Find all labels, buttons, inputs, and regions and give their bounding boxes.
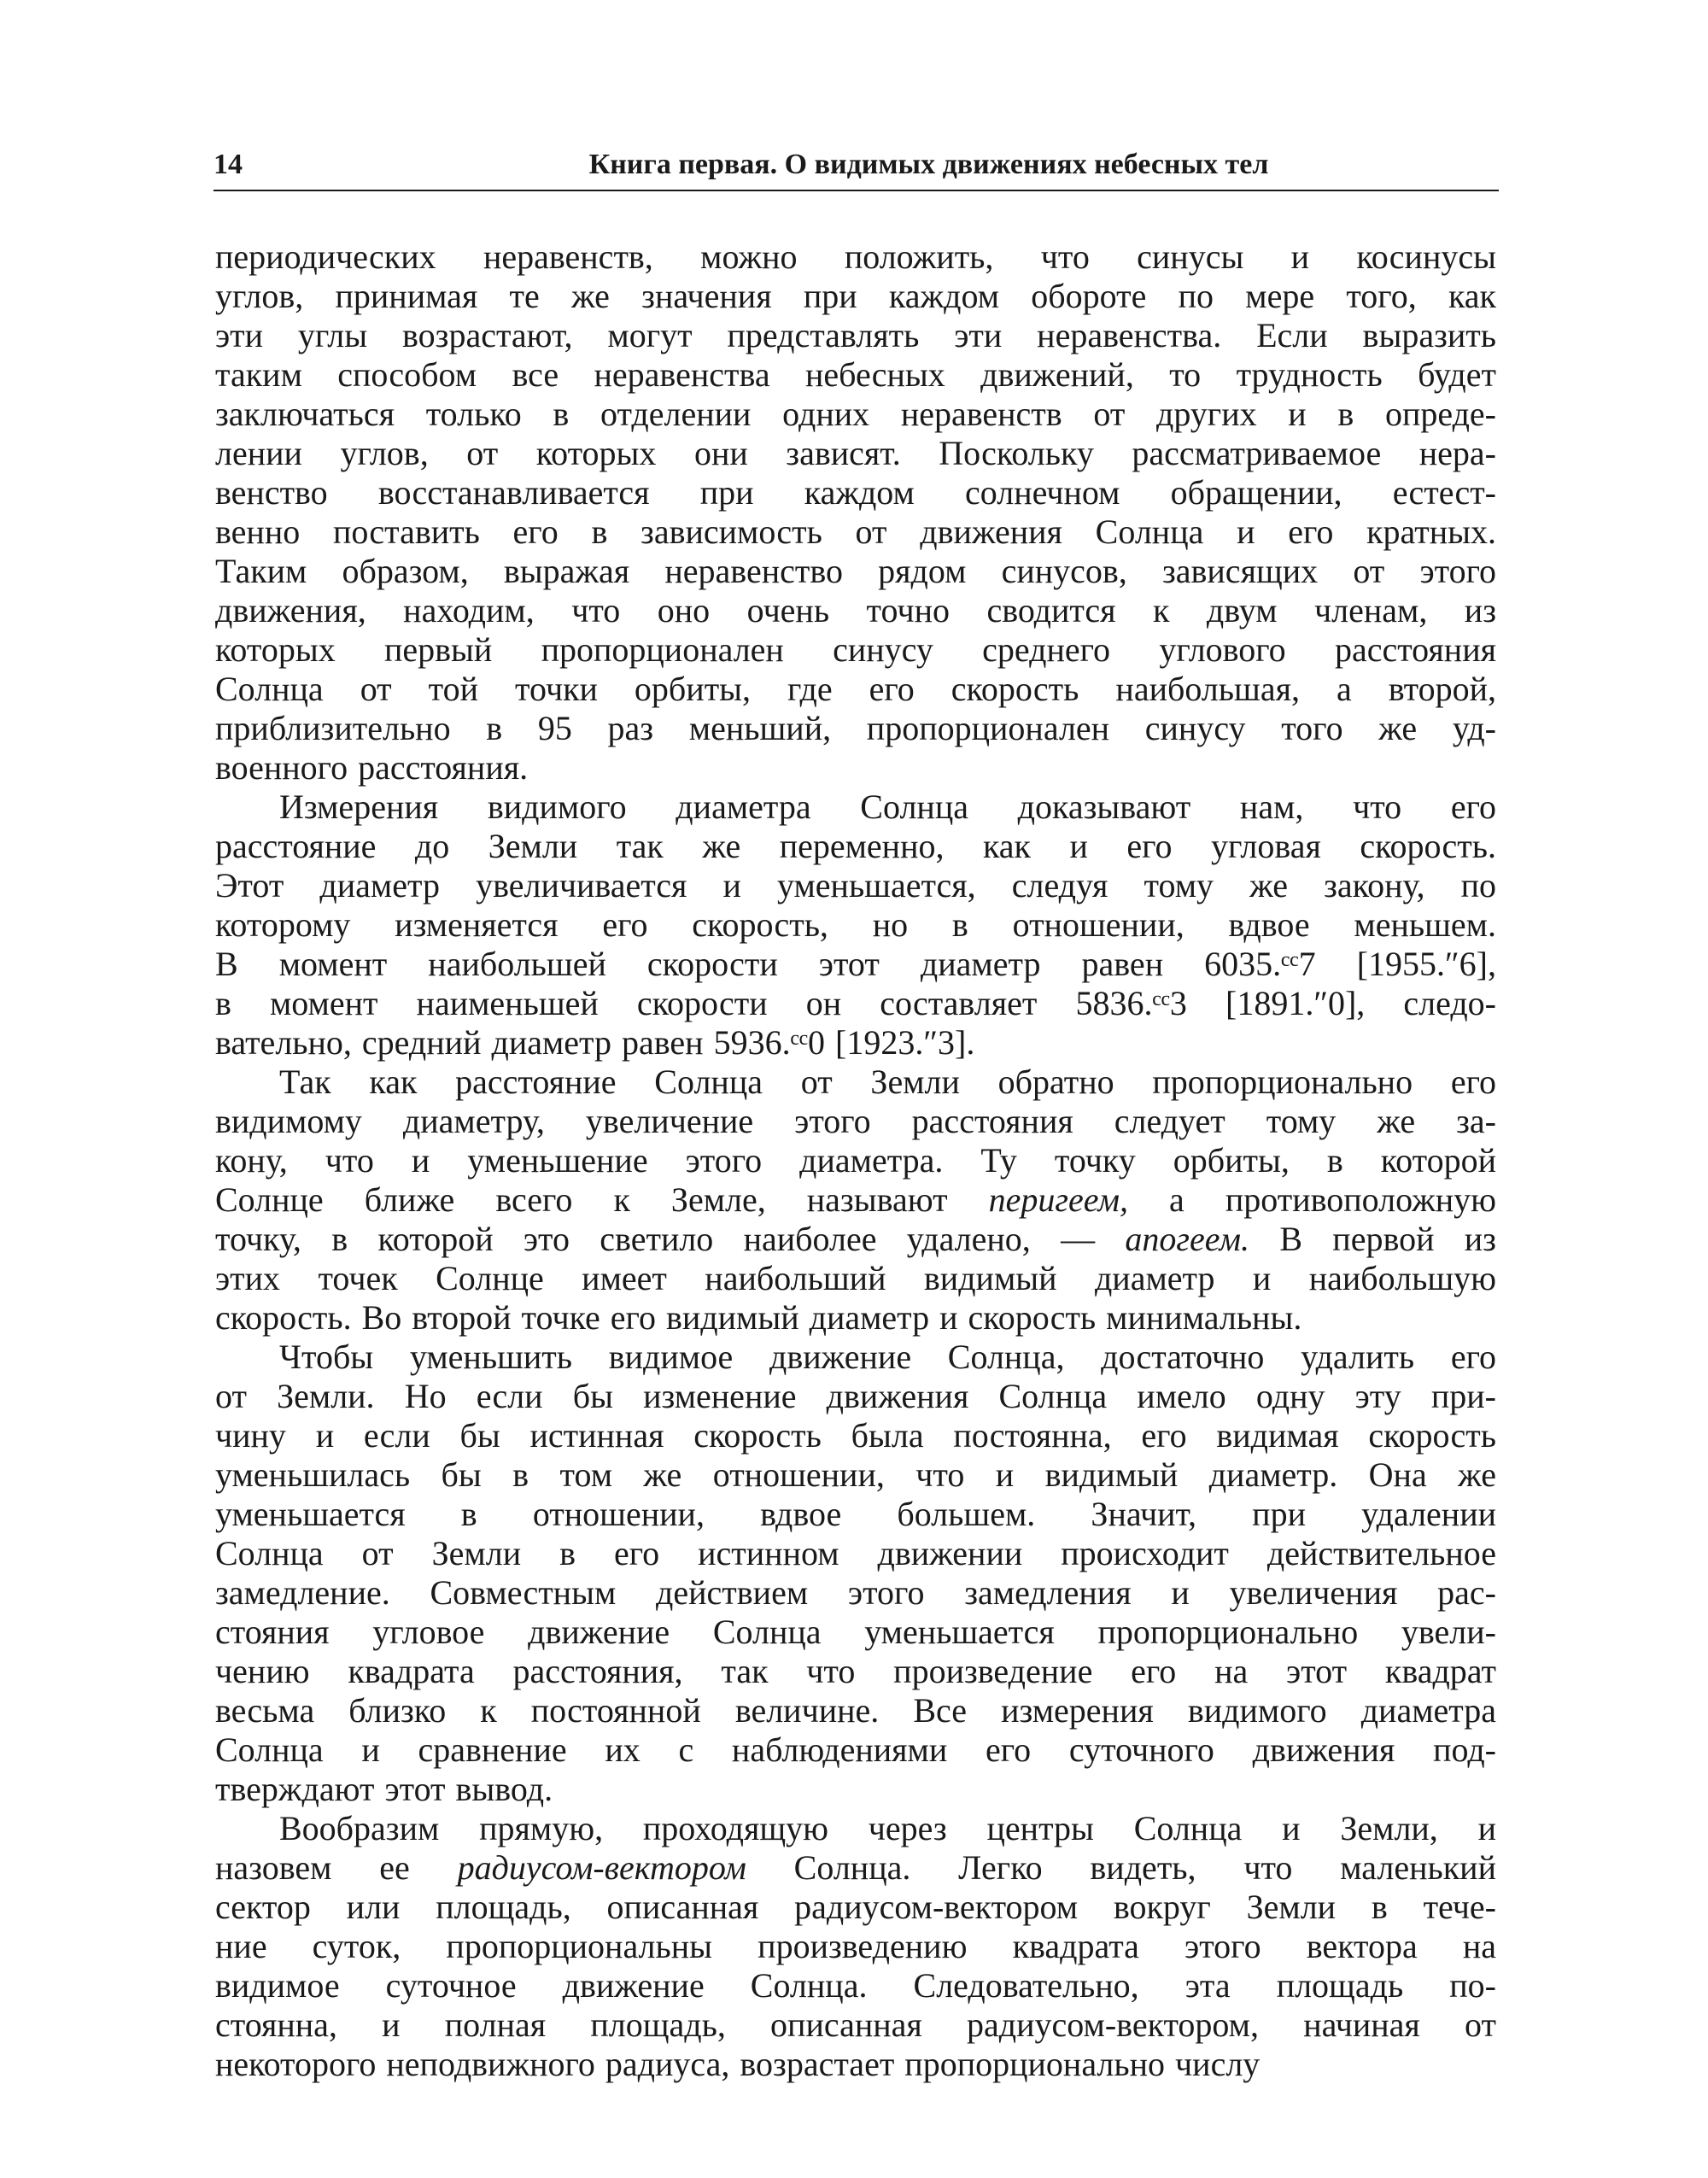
paragraph (215, 1063, 1496, 1338)
text-line: заключаться только в отделении одних неравенств от других и в опреде- (215, 395, 1496, 433)
running-head (214, 143, 1499, 186)
text-line: уменьшилась бы в том же отношении, что и видимый диаметр. Она же (215, 1455, 1496, 1494)
page-number: 14 (214, 149, 243, 180)
text-line: весьма близко к постоянной величине. Все измерения видимого диаметра (215, 1691, 1496, 1730)
italic-term: радиусом-вектором (457, 1848, 746, 1887)
text-line: Солнца от Земли в его истинном движении происходит действительное (215, 1534, 1496, 1572)
text-line: чению квадрата расстояния, так что произведение его на этот квадрат (215, 1652, 1496, 1690)
text-line: Солнце ближе всего к Земле, называют перигеем, а противоположную (215, 1180, 1496, 1219)
text-line: приблизительно в 95 раз меньший, пропорционален синусу того же уд- (215, 709, 1496, 747)
italic-term: апогеем. (1125, 1220, 1250, 1258)
text-line: вательно, средний диаметр равен 5936.ᶜᶜ0 [1923.″3]. (215, 1023, 975, 1062)
text-line: Этот диаметр увеличивается и уменьшается, следуя тому же закону, по (215, 866, 1496, 905)
text-line: Так как расстояние Солнца от Земли обратно пропорционально его (279, 1063, 1496, 1101)
text-line: периодических неравенств, можно положить, что синусы и косинусы (215, 237, 1496, 276)
text-line: Солнца от той точки орбиты, где его скорость наибольшая, а второй, (215, 670, 1496, 708)
paragraph (215, 1338, 1496, 1809)
paragraph (215, 237, 1496, 787)
text-line: военного расстояния. (215, 748, 529, 787)
text-line: которому изменяется его скорость, но в отношении, вдвое меньшем. (215, 905, 1496, 944)
text-line: стояния угловое движение Солнца уменьшается пропорционально увели- (215, 1613, 1496, 1651)
text-line: точку, в которой это светило наиболее удалено, — апогеем. В первой из (215, 1220, 1496, 1258)
text-line: которых первый пропорционален синусу среднего углового расстояния (215, 630, 1496, 669)
text-line: Солнца и сравнение их с наблюдениями его суточного движения под- (215, 1730, 1496, 1769)
text-line: Чтобы уменьшить видимое движение Солнца, достаточно удалить его (279, 1338, 1496, 1376)
text-line: сектор или площадь, описанная радиусом-вектором вокруг Земли в тече- (215, 1888, 1496, 1926)
text-line: эти углы возрастают, могут представлять эти неравенства. Если выразить (215, 316, 1496, 354)
text-line: от Земли. Но если бы изменение движения Солнца имело одну эту при- (215, 1377, 1496, 1415)
text-line: в момент наименьшей скорости он составляет 5836.ᶜᶜ3 [1891.″0], следо- (215, 984, 1496, 1022)
text-line: Измерения видимого диаметра Солнца доказывают нам, что его (279, 787, 1496, 826)
body-text (215, 237, 1496, 2084)
text-line: таким способом все неравенства небесных движений, то трудность будет (215, 355, 1496, 394)
text-line: лении углов, от которых они зависят. Поскольку рассматриваемое нера- (215, 434, 1496, 472)
text-line: ние суток, пропорциональны произведению квадрата этого вектора на (215, 1927, 1496, 1965)
text-line: венство восстанавливается при каждом солнечном обращении, естест- (215, 473, 1496, 512)
text-line: замедление. Совместным действием этого замедления и увеличения рас- (215, 1573, 1496, 1612)
text-line: углов, принимая те же значения при каждом обороте по мере того, как (215, 277, 1496, 315)
text-line: некоторого неподвижного радиуса, возрастает пропорционально числу (215, 2045, 1261, 2083)
text-line: кону, что и уменьшение этого диаметра. Ту точку орбиты, в которой (215, 1141, 1496, 1180)
header-rule (214, 190, 1499, 191)
paragraph (215, 1809, 1496, 2084)
text-line: движения, находим, что оно очень точно сводится к двум членам, из (215, 591, 1496, 629)
text-line: видимому диаметру, увеличение этого расстояния следует тому же за- (215, 1102, 1496, 1140)
chapter-title: Книга первая. О видимых движениях небесных тел (588, 149, 1269, 180)
text-line: этих точек Солнце имеет наибольший видимый диаметр и наибольшую (215, 1259, 1496, 1297)
text-line: расстояние до Земли так же переменно, как и его угловая скорость. (215, 827, 1496, 865)
italic-term: перигеем, (988, 1180, 1129, 1219)
text-line: Таким образом, выражая неравенство рядом синусов, зависящих от этого (215, 552, 1496, 590)
text-line: назовем ее радиусом-вектором Солнца. Легко видеть, что маленький (215, 1848, 1496, 1887)
text-line: чину и если бы истинная скорость была постоянна, его видимая скорость (215, 1416, 1496, 1455)
text-line: уменьшается в отношении, вдвое большем. Значит, при удалении (215, 1495, 1496, 1533)
paragraph (215, 787, 1496, 1063)
text-line: скорость. Во второй точке его видимый диаметр и скорость минимальны. (215, 1298, 1302, 1337)
text-line: венно поставить его в зависимость от движения Солнца и его кратных. (215, 512, 1496, 551)
text-line: видимое суточное движение Солнца. Следовательно, эта площадь по- (215, 1966, 1496, 2005)
text-line: Вообразим прямую, проходящую через центры Солнца и Земли, и (279, 1809, 1496, 1847)
text-line: стоянна, и полная площадь, описанная радиусом-вектором, начиная от (215, 2005, 1496, 2044)
text-line: В момент наибольшей скорости этот диаметр равен 6035.ᶜᶜ7 [1955.″6], (215, 945, 1496, 983)
text-line: тверждают этот вывод. (215, 1770, 553, 1808)
